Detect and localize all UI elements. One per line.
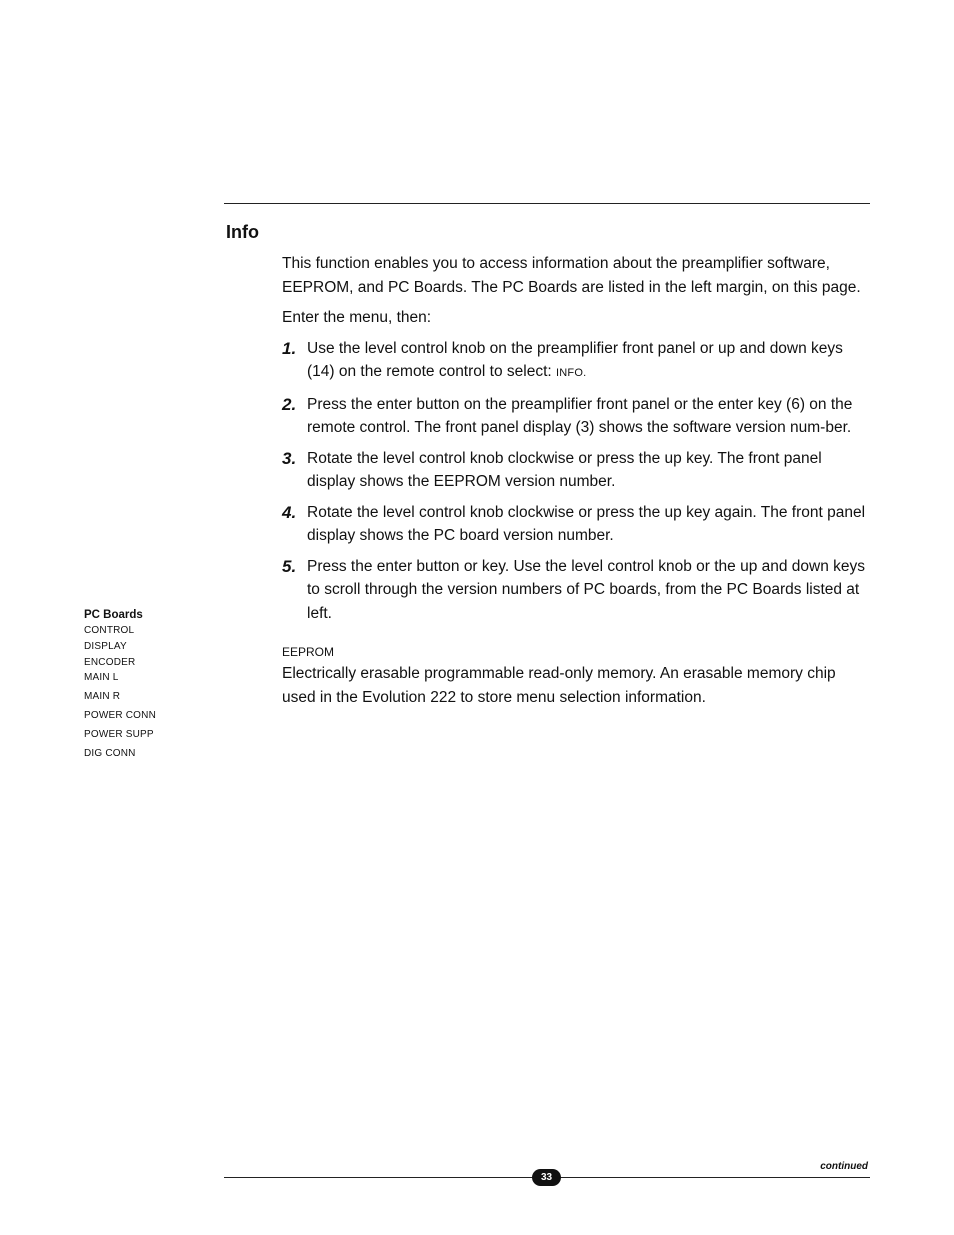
intro-paragraph: This function enables you to access information about the preamplifier software, EEPROM, and PC Boards. The PC Boards are listed in the left margin, on this page. <box>282 255 861 296</box>
top-divider <box>224 203 870 204</box>
step-1 <box>282 337 872 386</box>
step-text: Press the enter button on the preamplifier front panel or the enter key (6) on the remote control. The front panel display (3) shows the software version num-ber. <box>307 395 853 436</box>
margin-item: ENCODER <box>84 657 136 668</box>
step-3 <box>282 447 872 494</box>
margin-item: POWER CONN <box>84 710 156 721</box>
page-number-badge: 33 <box>532 1169 561 1186</box>
main-content <box>282 252 872 709</box>
glossary-term: EEPROM <box>282 645 335 659</box>
step-number: 2. <box>282 394 297 414</box>
step-4 <box>282 501 872 548</box>
margin-item: MAIN R <box>84 691 121 702</box>
glossary-definition: Electrically erasable programmable read-only memory. An erasable memory chip used in the Evolution 222 to store menu selection information. <box>282 665 836 706</box>
step-text: Rotate the level control knob clockwise or press the up key again. The front panel display shows the PC board version number. <box>307 503 866 544</box>
margin-item: DIG CONN <box>84 748 136 759</box>
margin-item: CONTROL <box>84 625 135 636</box>
step-text: Use the level control knob on the preamplifier front panel or up and down keys (14) on the remote control to select: <box>307 339 843 380</box>
menu-code: INFO. <box>556 367 587 379</box>
step-text: Press the enter button or key. Use the level control knob or the up and down keys to scroll through the version numbers of PC boards, from the PC Boards listed at left. <box>307 557 866 622</box>
step-text: Rotate the level control knob clockwise or press the up key. The front panel display shows the EEPROM version number. <box>307 449 822 490</box>
step-number: 5. <box>282 556 297 576</box>
margin-item: POWER SUPP <box>84 729 154 740</box>
step-number: 4. <box>282 502 297 522</box>
continued-label: continued <box>820 1161 868 1172</box>
margin-item: MAIN L <box>84 672 119 683</box>
step-number: 1. <box>282 338 297 358</box>
section-heading: Info <box>226 222 259 242</box>
step-5 <box>282 555 872 626</box>
step-2 <box>282 393 872 440</box>
margin-item: DISPLAY <box>84 641 127 652</box>
lead-paragraph: Enter the menu, then: <box>282 309 432 326</box>
margin-title: PC Boards <box>84 609 143 621</box>
pc-boards-margin-list <box>84 607 214 761</box>
step-number: 3. <box>282 448 297 468</box>
